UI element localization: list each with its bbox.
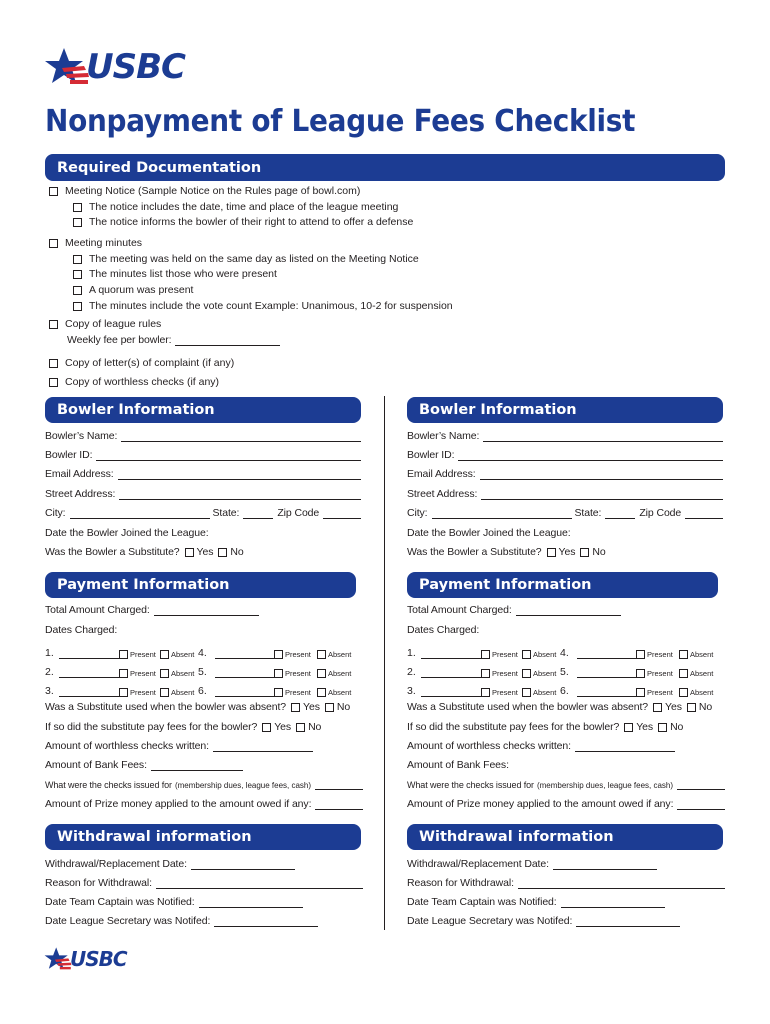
checkbox[interactable] xyxy=(119,650,128,659)
checkbox[interactable] xyxy=(679,688,688,697)
checkbox[interactable] xyxy=(49,187,58,196)
street-row: Street Address: xyxy=(407,488,723,500)
bowler-info-header-left: Bowler Information xyxy=(45,397,361,423)
captain-notified-field[interactable] xyxy=(199,897,303,908)
bank-fees-row: Amount of Bank Fees: xyxy=(45,759,243,771)
email-row: Email Address: xyxy=(45,468,361,480)
substitute-row: Was the Bowler a Substitute? Yes No xyxy=(407,546,606,558)
checklist-item-worthless-checks[interactable]: Copy of worthless checks (if any) xyxy=(49,376,219,388)
checkbox[interactable] xyxy=(49,239,58,248)
checklist-subitem[interactable]: The minutes include the vote count Example: Unanimous, 10-2 for suspension xyxy=(73,300,453,312)
checkbox[interactable] xyxy=(274,669,283,678)
required-documentation-header: Required Documentation xyxy=(45,154,725,181)
present-option[interactable]: Present xyxy=(481,669,518,678)
bowler-id-row: Bowler ID: xyxy=(407,449,723,461)
email-field[interactable] xyxy=(118,469,361,480)
city-state-zip-row: City: State: Zip Code xyxy=(407,507,723,519)
captain-notified-row: Date Team Captain was Notified: xyxy=(45,896,303,908)
checks-for-row: What were the checks issued for (membership dues, league fees, cash) xyxy=(45,779,363,790)
checkbox[interactable] xyxy=(73,218,82,227)
usbc-logo-text: USBC xyxy=(86,47,185,87)
usbc-logo-top xyxy=(44,46,185,88)
checklist-subitem[interactable]: The notice includes the date, time and place of the league meeting xyxy=(73,201,398,213)
total-charged-field[interactable] xyxy=(516,605,621,616)
total-charged-row: Total Amount Charged: xyxy=(45,604,259,616)
withdrawal-reason-row: Reason for Withdrawal: xyxy=(45,877,363,889)
substitute-row: Was the Bowler a Substitute? Yes No xyxy=(45,546,244,558)
checkbox-no[interactable] xyxy=(218,548,227,557)
absent-option[interactable]: Absent xyxy=(679,669,713,678)
prize-row: Amount of Prize money applied to the amount owed if any: xyxy=(407,798,725,810)
state-field[interactable] xyxy=(605,508,635,519)
present-option[interactable]: Present xyxy=(274,669,311,678)
worthless-field[interactable] xyxy=(575,741,675,752)
prize-row: Amount of Prize money applied to the amount owed if any: xyxy=(45,798,363,810)
checkbox[interactable] xyxy=(522,650,531,659)
state-field[interactable] xyxy=(243,508,273,519)
zip-field[interactable] xyxy=(323,508,361,519)
withdrawal-date-row: Withdrawal/Replacement Date: xyxy=(407,858,657,870)
street-field[interactable] xyxy=(481,489,723,500)
date-field[interactable] xyxy=(421,667,485,678)
street-row: Street Address: xyxy=(45,488,361,500)
present-option[interactable]: Present xyxy=(636,669,673,678)
captain-notified-row: Date Team Captain was Notified: xyxy=(407,896,665,908)
street-field[interactable] xyxy=(119,489,361,500)
checkbox[interactable] xyxy=(73,255,82,264)
worthless-field[interactable] xyxy=(213,741,313,752)
sub-absent-row: Was a Substitute used when the bowler was absent? Yes No xyxy=(407,701,713,713)
email-row: Email Address: xyxy=(407,468,723,480)
usbc-logo-bottom xyxy=(44,946,127,972)
absent-option[interactable]: Absent xyxy=(160,669,194,678)
checkbox-yes[interactable] xyxy=(653,703,662,712)
bowler-id-field[interactable] xyxy=(458,450,723,461)
present-option[interactable]: Present xyxy=(119,650,156,659)
usbc-logo-text: USBC xyxy=(70,947,127,971)
withdrawal-info-header-left: Withdrawal information xyxy=(45,824,361,850)
absent-option[interactable]: Absent xyxy=(679,688,713,697)
date-field[interactable] xyxy=(215,648,275,659)
date-field[interactable] xyxy=(577,648,637,659)
secretary-notified-row: Date League Secretary was Notifed: xyxy=(45,915,318,927)
checklist-item-meeting-minutes[interactable]: Meeting minutes xyxy=(49,237,142,249)
checkbox[interactable] xyxy=(160,650,169,659)
checkbox-yes[interactable] xyxy=(185,548,194,557)
date-field[interactable] xyxy=(577,686,637,697)
bowler-id-row: Bowler ID: xyxy=(45,449,361,461)
joined-row: Date the Bowler Joined the League: xyxy=(407,527,571,539)
dates-charged-row: Dates Charged: xyxy=(407,624,480,636)
withdrawal-reason-row: Reason for Withdrawal: xyxy=(407,877,725,889)
worthless-row: Amount of worthless checks written: xyxy=(407,740,675,752)
total-charged-field[interactable] xyxy=(154,605,259,616)
present-option[interactable]: Present xyxy=(481,650,518,659)
absent-option[interactable]: Absent xyxy=(522,669,556,678)
checkbox-no[interactable] xyxy=(658,723,667,732)
sub-pay-row: If so did the substitute pay fees for the bowler? Yes No xyxy=(407,721,684,733)
checkbox[interactable] xyxy=(73,286,82,295)
absent-option[interactable]: Absent xyxy=(522,650,556,659)
secretary-notified-row: Date League Secretary was Notifed: xyxy=(407,915,680,927)
secretary-notified-field[interactable] xyxy=(576,916,680,927)
absent-option[interactable]: Absent xyxy=(317,688,351,697)
secretary-notified-field[interactable] xyxy=(214,916,318,927)
date-field[interactable] xyxy=(421,648,485,659)
withdrawal-date-field[interactable] xyxy=(553,859,657,870)
absent-option[interactable]: Absent xyxy=(317,669,351,678)
present-option[interactable]: Present xyxy=(274,688,311,697)
checklist-subitem[interactable]: The notice informs the bowler of their right to attend to offer a defense xyxy=(73,216,413,228)
payment-info-header-left: Payment Information xyxy=(45,572,356,598)
checkbox[interactable] xyxy=(73,302,82,311)
captain-notified-field[interactable] xyxy=(561,897,665,908)
sub-absent-row: Was a Substitute used when the bowler was absent? Yes No xyxy=(45,701,351,713)
checkbox[interactable] xyxy=(481,650,490,659)
checklist-item-league-rules[interactable]: Copy of league rules xyxy=(49,318,161,330)
checklist-subitem[interactable]: The meeting was held on the same day as listed on the Meeting Notice xyxy=(73,253,419,265)
present-option[interactable]: Present xyxy=(119,669,156,678)
city-state-zip-row: City: State: Zip Code xyxy=(45,507,361,519)
checkbox[interactable] xyxy=(317,669,326,678)
checklist-item-complaint-letters[interactable]: Copy of letter(s) of complaint (if any) xyxy=(49,357,234,369)
checks-for-field[interactable] xyxy=(677,779,725,790)
date-row-3-6: 3. Present Absent 6. Present Absent xyxy=(45,685,352,697)
date-row-3-6: 3. Present Absent 6. Present Absent xyxy=(407,685,714,697)
date-field[interactable] xyxy=(59,686,123,697)
weekly-fee-field[interactable] xyxy=(175,335,280,346)
checkbox[interactable] xyxy=(317,688,326,697)
absent-option[interactable]: Absent xyxy=(679,650,713,659)
date-field[interactable] xyxy=(215,667,275,678)
checkbox[interactable] xyxy=(119,669,128,678)
present-option[interactable]: Present xyxy=(481,688,518,697)
checkbox[interactable] xyxy=(73,203,82,212)
date-field[interactable] xyxy=(59,648,123,659)
date-row-1-4: 1. Present Absent 4. Present Absent xyxy=(45,647,352,659)
city-field[interactable] xyxy=(432,508,572,519)
date-row-2-5: 2. Present Absent 5. Present Absent xyxy=(45,666,352,678)
checkbox[interactable] xyxy=(481,669,490,678)
bowler-name-field[interactable] xyxy=(121,431,361,442)
withdrawal-date-field[interactable] xyxy=(191,859,295,870)
bowler-name-row: Bowler’s Name: xyxy=(407,430,723,442)
withdrawal-reason-field[interactable] xyxy=(156,878,363,889)
prize-field[interactable] xyxy=(315,799,363,810)
bowler-info-header-right: Bowler Information xyxy=(407,397,723,423)
usbc-star-icon xyxy=(44,46,90,88)
withdrawal-date-row: Withdrawal/Replacement Date: xyxy=(45,858,295,870)
present-option[interactable]: Present xyxy=(636,650,673,659)
checkbox[interactable] xyxy=(636,669,645,678)
checkbox[interactable] xyxy=(49,378,58,387)
bowler-name-row: Bowler’s Name: xyxy=(45,430,361,442)
checkbox-no[interactable] xyxy=(580,548,589,557)
present-option[interactable]: Present xyxy=(636,688,673,697)
withdrawal-reason-field[interactable] xyxy=(518,878,725,889)
city-field[interactable] xyxy=(70,508,210,519)
checkbox[interactable] xyxy=(274,650,283,659)
prize-field[interactable] xyxy=(677,799,725,810)
checkbox[interactable] xyxy=(636,650,645,659)
joined-row: Date the Bowler Joined the League: xyxy=(45,527,209,539)
dates-charged-row: Dates Charged: xyxy=(45,624,118,636)
absent-option[interactable]: Absent xyxy=(160,688,194,697)
date-field[interactable] xyxy=(577,667,637,678)
absent-option[interactable]: Absent xyxy=(160,650,194,659)
date-field[interactable] xyxy=(59,667,123,678)
total-charged-row: Total Amount Charged: xyxy=(407,604,621,616)
checkbox[interactable] xyxy=(636,688,645,697)
payment-info-header-right: Payment Information xyxy=(407,572,718,598)
checkbox[interactable] xyxy=(119,688,128,697)
checkbox[interactable] xyxy=(679,650,688,659)
checkbox-yes[interactable] xyxy=(624,723,633,732)
date-field[interactable] xyxy=(215,686,275,697)
checklist-subitem[interactable]: The minutes list those who were present xyxy=(73,268,277,280)
date-row-2-5: 2. Present Absent 5. Present Absent xyxy=(407,666,714,678)
usbc-star-icon xyxy=(44,946,72,972)
checkbox[interactable] xyxy=(160,688,169,697)
bowler-name-field[interactable] xyxy=(483,431,723,442)
checkbox[interactable] xyxy=(317,650,326,659)
bank-fees-row: Amount of Bank Fees: xyxy=(407,759,509,771)
checkbox[interactable] xyxy=(481,688,490,697)
column-divider xyxy=(384,396,385,930)
checklist-subitem[interactable]: A quorum was present xyxy=(73,284,193,296)
checkbox[interactable] xyxy=(274,688,283,697)
checks-for-field[interactable] xyxy=(315,779,363,790)
worthless-row: Amount of worthless checks written: xyxy=(45,740,313,752)
checkbox[interactable] xyxy=(679,669,688,678)
checks-for-row: What were the checks issued for (membership dues, league fees, cash) xyxy=(407,779,725,790)
zip-field[interactable] xyxy=(685,508,723,519)
bank-fees-field[interactable] xyxy=(151,760,243,771)
absent-option[interactable]: Absent xyxy=(522,688,556,697)
checkbox-yes[interactable] xyxy=(291,703,300,712)
checkbox-yes[interactable] xyxy=(262,723,271,732)
bowler-id-field[interactable] xyxy=(96,450,361,461)
present-option[interactable]: Present xyxy=(119,688,156,697)
weekly-fee-row: Weekly fee per bowler: xyxy=(67,334,280,346)
checkbox[interactable] xyxy=(522,669,531,678)
checkbox[interactable] xyxy=(49,320,58,329)
sub-pay-row: If so did the substitute pay fees for the bowler? Yes No xyxy=(45,721,322,733)
page-title: Nonpayment of League Fees Checklist xyxy=(45,104,636,139)
checkbox-no[interactable] xyxy=(296,723,305,732)
checkbox[interactable] xyxy=(49,359,58,368)
checkbox-no[interactable] xyxy=(687,703,696,712)
date-field[interactable] xyxy=(421,686,485,697)
checkbox-no[interactable] xyxy=(325,703,334,712)
checkbox[interactable] xyxy=(73,270,82,279)
absent-option[interactable]: Absent xyxy=(317,650,351,659)
withdrawal-info-header-right: Withdrawal information xyxy=(407,824,723,850)
present-option[interactable]: Present xyxy=(274,650,311,659)
checklist-item-meeting-notice[interactable]: Meeting Notice (Sample Notice on the Rules page of bowl.com) xyxy=(49,185,360,197)
date-row-1-4: 1. Present Absent 4. Present Absent xyxy=(407,647,714,659)
checkbox-yes[interactable] xyxy=(547,548,556,557)
checkbox[interactable] xyxy=(160,669,169,678)
email-field[interactable] xyxy=(480,469,723,480)
checkbox[interactable] xyxy=(522,688,531,697)
